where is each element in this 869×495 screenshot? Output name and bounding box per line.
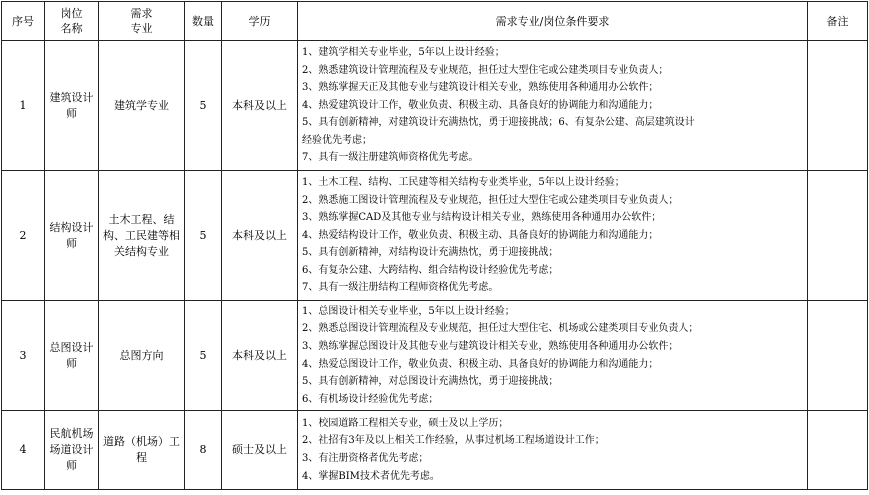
row-position: 民航机场场道设计师: [45, 411, 99, 490]
requirement-line: 5、具有创新精神，对结构设计充满热忱，勇于迎接挑战；: [302, 247, 559, 259]
requirement-line: 2、社招有3年及以上相关工作经验，从事过机场工程场道设计工作；: [302, 435, 605, 447]
table-row: [2, 41, 868, 171]
row-requirements: [298, 171, 808, 301]
row-position: 总图设计师: [45, 301, 99, 411]
requirement-line: 1、建筑学相关专业毕业，5年以上设计经验；: [302, 46, 505, 58]
requirement-line: 6、有机场设计经验优先考虑；: [302, 393, 439, 405]
requirement-line: 4、热爱结构设计工作，敬业负责、积极主动、具备良好的协调能力和沟通能力；: [302, 229, 659, 241]
requirement-line: 2、熟悉总图设计管理流程及专业规范，担任过大型住宅、机场或公建类项目专业负责人；: [302, 323, 699, 335]
row-education: 硕士及以上: [222, 411, 298, 490]
row-major: 建筑学专业: [99, 41, 185, 171]
header-education: 学历: [222, 2, 298, 41]
requirement-line: 4、热爱总图设计工作，敬业负责、积极主动、具备良好的协调能力和沟通能力；: [302, 358, 659, 370]
row-education: 本科及以上: [222, 301, 298, 411]
row-count: 5: [185, 171, 222, 301]
row-notes: [808, 171, 868, 301]
row-index: 1: [2, 41, 45, 171]
row-count: 5: [185, 41, 222, 171]
row-education: 本科及以上: [222, 41, 298, 171]
row-major: 土木工程、结构、工民建等相关结构专业: [99, 171, 185, 301]
requirement-line: 3、熟练掌握总图设计及其他专业与建筑设计相关专业，熟练使用各种通用办公软件；: [302, 340, 679, 352]
requirement-line: 3、熟练掌握CAD及其他专业与结构设计相关专业，熟练使用各种通用办公软件；: [302, 212, 662, 224]
requirement-line: 3、熟练掌握天正及其他专业与建筑设计相关专业，熟练使用各种通用办公软件；: [302, 82, 659, 94]
header-row: [2, 2, 868, 41]
requirement-line: 经验优先考虑；: [302, 134, 372, 146]
recruitment-table: [1, 1, 868, 490]
requirement-line: 1、总图设计相关专业毕业，5年以上设计经验；: [302, 305, 515, 317]
requirement-line: 6、有复杂公建、大跨结构、组合结构设计经验优先考虑；: [302, 264, 559, 276]
requirement-line: 2、熟悉建筑设计管理流程及专业规范，担任过大型住宅或公建类项目专业负责人；: [302, 64, 669, 76]
row-notes: [808, 41, 868, 171]
row-position: 建筑设计师: [45, 41, 99, 171]
row-position: 结构设计师: [45, 171, 99, 301]
row-major: 道路（机场）工程: [99, 411, 185, 490]
requirement-line: 4、热爱建筑设计工作，敬业负责、积极主动、具备良好的协调能力和沟通能力；: [302, 99, 659, 111]
header-notes: 备注: [808, 2, 868, 41]
requirement-line: 2、熟悉施工图设计管理流程及专业规范，担任过大型住宅或公建类项目专业负责人；: [302, 194, 679, 206]
requirement-line: 5、具有创新精神，对建筑设计充满热忱，勇于迎接挑战；6、有复杂公建、高层建筑设计: [302, 117, 695, 129]
row-index: 2: [2, 171, 45, 301]
header-position: 岗位 名称: [45, 2, 99, 41]
row-count: 5: [185, 301, 222, 411]
requirement-line: 5、具有创新精神，对总图设计充满热忱，勇于迎接挑战；: [302, 376, 559, 388]
row-notes: [808, 411, 868, 490]
requirement-line: 3、有注册资格者优先考虑；: [302, 453, 429, 464]
row-requirements: [298, 411, 808, 490]
table-row: [2, 171, 868, 301]
requirement-line: 4、掌握BIM技术者优先考虑。: [302, 470, 440, 482]
row-count: 8: [185, 411, 222, 490]
row-major: 总图方向: [99, 301, 185, 411]
row-index: 3: [2, 301, 45, 411]
header-count: 数量: [185, 2, 222, 41]
row-notes: [808, 301, 868, 411]
header-index: 序号: [2, 2, 45, 41]
row-requirements: [298, 301, 808, 411]
requirement-line: 1、土木工程、结构、工民建等相关结构专业类毕业，5年以上设计经验；: [302, 176, 625, 188]
row-index: 4: [2, 411, 45, 490]
requirement-line: 1、校园道路工程相关专业，硕士及以上学历；: [302, 417, 509, 429]
table-row: [2, 411, 868, 490]
header-major: 需求 专业: [99, 2, 185, 41]
table-row: [2, 301, 868, 411]
requirement-line: 7、具有一级注册建筑师资格优先考虑。: [302, 152, 479, 164]
header-requirements: 需求专业/岗位条件要求: [298, 2, 808, 41]
row-requirements: [298, 41, 808, 171]
row-education: 本科及以上: [222, 171, 298, 301]
requirement-line: 7、具有一级注册结构工程师资格优先考虑。: [302, 282, 499, 294]
